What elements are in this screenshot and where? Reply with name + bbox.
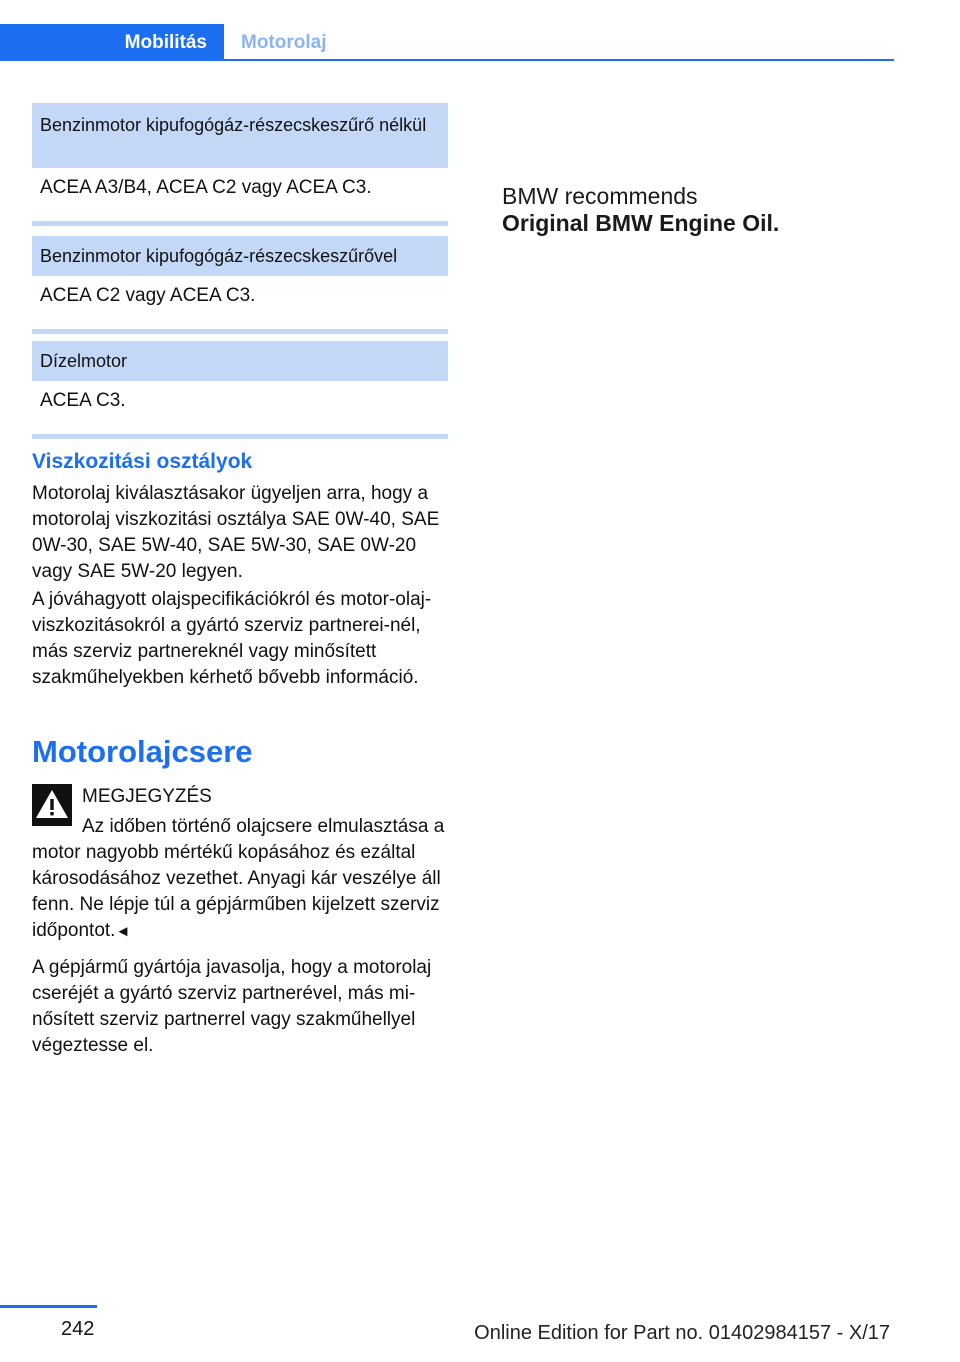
oil-change-body: A gépjármű gyártója javasolja, hogy a motorolaj cseréjét a gyártó szerviz partnerével, más mi-nősített szerviz partnerrel vagy szakműhellyel végeztesse el. — [32, 957, 432, 1056]
viscosity-heading: Viszkozitási osztályok — [32, 450, 253, 473]
spec-value: ACEA A3/B4, ACEA C2 vagy ACEA C3. — [40, 177, 372, 198]
tab-motorolaj[interactable]: Motorolaj — [241, 31, 327, 53]
bmw-line-1: BMW recommends — [502, 183, 698, 209]
note-text — [32, 814, 452, 945]
spec-divider — [32, 434, 448, 439]
spec-heading: Benzinmotor kipufogógáz-részecskeszűrő nélkül — [32, 103, 448, 168]
note-body-text: Az időben történő olajcsere elmulasztása a motor nagyobb mértékű kopásához és ezáltal károsodásához vezethet. Anyagi kár veszélye áll fenn. Ne lépje túl a gépjárműben kijelzett szerviz időpontot. — [32, 816, 445, 941]
spec-value: ACEA C3. — [40, 390, 126, 411]
spec-value: ACEA C2 vagy ACEA C3. — [40, 285, 256, 306]
spec-divider — [32, 221, 448, 226]
header-bar — [0, 0, 894, 62]
note-label: MEGJEGYZÉS — [82, 786, 212, 807]
spec-block-petrol-no-filter — [32, 103, 448, 226]
bmw-line-2: Original BMW Engine Oil. — [502, 210, 780, 236]
edition-footer: Online Edition for Part no. 01402984157 - X/17 — [474, 1322, 890, 1344]
oil-change-heading: Motorolajcsere — [32, 734, 253, 769]
end-marker: ◄ — [115, 923, 131, 940]
viscosity-paragraph-1: Motorolaj kiválasztásakor ügyeljen arra, hogy a motorolaj viszkozitási osztálya SAE 0W-40, SAE 0W-30, SAE 5W-40, SAE 5W-30, SAE 0W-20 vagy SAE 5W-20 legyen. — [32, 483, 440, 582]
spec-block-diesel — [32, 341, 448, 439]
spec-heading: Dízelmotor — [32, 341, 448, 381]
spec-block-petrol-filter — [32, 236, 448, 334]
viscosity-paragraph-2: A jóváhagyott olajspecifikációkról és motor-olaj-viszkozitásokról a gyártó szerviz partnerei-nél, más szerviz partnereknél vagy minősített szakműhelyekben kérhető bővebb információ. — [32, 589, 432, 688]
header-rule — [0, 59, 894, 61]
page-number: 242 — [61, 1318, 95, 1340]
page-number-rule — [0, 1305, 97, 1308]
spec-divider — [32, 329, 448, 334]
tab-mobilitas[interactable]: Mobilitás — [0, 24, 224, 61]
spec-heading: Benzinmotor kipufogógáz-részecskeszűrővel — [32, 236, 448, 276]
bmw-recommendation — [502, 183, 779, 237]
